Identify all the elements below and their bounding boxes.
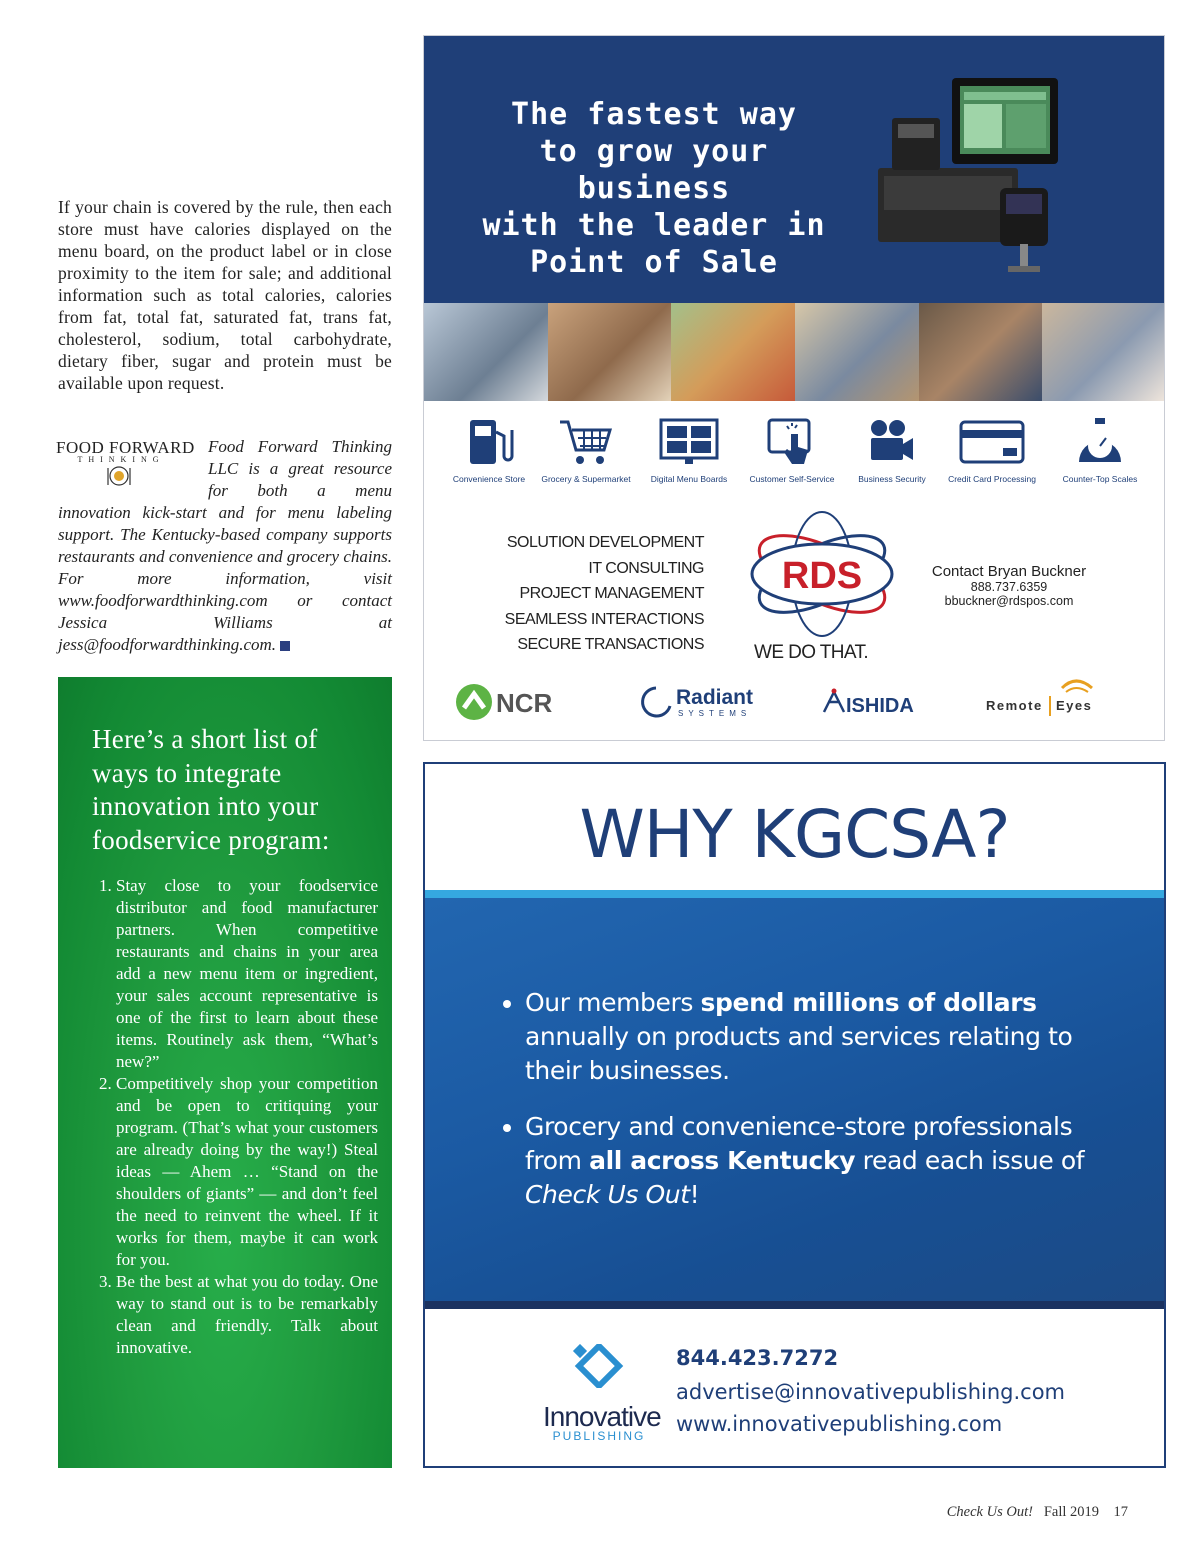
ishida-logo <box>822 686 942 718</box>
issue-label: Fall 2019 <box>1043 1504 1099 1520</box>
icon-label: Convenience Store <box>452 474 526 484</box>
icon-label: Customer Self-Service <box>749 474 835 484</box>
publisher-website[interactable]: www.innovativepublishing.com <box>676 1412 1003 1436</box>
headline-line: with the leader in <box>482 208 826 243</box>
menu-board-icon <box>659 416 719 468</box>
benefit-item <box>525 1110 1115 1212</box>
radiant-logo <box>636 682 776 722</box>
contact-email: bbuckner@rdspos.com <box>944 594 1074 608</box>
service-item: SOLUTION DEVELOPMENT <box>506 534 704 551</box>
calorie-rule-paragraph: If your chain is covered by the rule, then each store must have calories displayed on the menu board, on the product label or in close proximity to the item for sale; and additional information such as total calories, calories from fat, total fat, saturated fat, trans fat, cholesterol, sodium, total carbohydrate, dietary fiber, sugar and protein must be available upon request. <box>58 197 392 393</box>
headline-line: The fastest way <box>511 97 797 132</box>
ishida-text: ISHIDA <box>846 695 914 717</box>
text-span: Grocery and convenience-store professionals from <box>525 1112 1073 1175</box>
innovation-sidebar <box>58 677 392 1468</box>
text-span: annually on products and services relating to their businesses. <box>525 1022 1073 1085</box>
radiant-sub: SYSTEMS <box>678 709 752 718</box>
service-item: IT CONSULTING <box>588 559 704 577</box>
remote-text: Remote <box>986 698 1043 713</box>
photo-tile <box>1042 303 1165 401</box>
kgcsa-benefits <box>425 898 1164 1301</box>
list-item: 1. Stay close to your foodservice distributor and food manufacturer partners. When competitive restaurants and chains in your area add a new menu item or ingredient, your sales account representative is one of the first to learn about these items. Routinely ask them, “What’s new?” <box>116 875 378 1073</box>
kgcsa-title: WHY KGCSA? <box>579 796 1010 873</box>
page-number: 17 <box>1113 1504 1128 1520</box>
page-footer <box>0 1504 1128 1521</box>
people-photo-strip <box>424 303 1165 401</box>
pos-terminal-icon <box>872 78 1072 278</box>
pos-headline-banner <box>424 36 1165 303</box>
icon-label: Counter-Top Scales <box>1062 474 1138 484</box>
resource-text: Food Forward Thinking LLC is a great resource for both a menu innovation kick-start and for menu labeling support. The Kentucky-based company supports restaurants and convenience and grocery chains. For more information, visit www.foodforwardthinking.com or contact Jessica Williams at jess@foodforwardthinking.com. <box>58 437 392 654</box>
rds-contact <box>914 563 1104 608</box>
touch-screen-icon <box>767 416 817 468</box>
publisher-email[interactable]: advertise@innovativepublishing.com <box>676 1380 1066 1404</box>
partner-logos <box>424 666 1165 736</box>
diamond-logo-icon <box>571 1344 627 1388</box>
publisher-word: Innovative <box>543 1401 661 1432</box>
scale-icon <box>1075 416 1125 468</box>
service-item: PROJECT MANAGEMENT <box>519 585 704 602</box>
photo-tile <box>919 303 1043 401</box>
ncr-text: NCR <box>496 688 553 718</box>
icon-item <box>1048 416 1152 484</box>
text-span: Our members <box>525 988 701 1017</box>
dark-band <box>425 1301 1164 1309</box>
publisher-sub: PUBLISHING <box>552 1429 646 1443</box>
radiant-text: Radiant <box>676 686 754 709</box>
icon-label: Grocery & Supermarket <box>541 474 631 484</box>
sidebar-heading: Here’s a short list of ways to integrate innovation into your foodservice program: <box>92 724 330 855</box>
service-list <box>484 530 704 658</box>
text-span: Check Us Out <box>525 1180 690 1209</box>
kgcsa-ad <box>423 762 1166 1468</box>
text-span: all across Kentucky <box>589 1146 856 1175</box>
photo-tile <box>671 303 795 401</box>
rds-brand: RDS <box>781 555 863 597</box>
text-span: spend millions of dollars <box>700 988 1037 1017</box>
shopping-cart-icon <box>558 416 614 468</box>
logo-sub: THINKING <box>77 455 165 464</box>
icon-label: Credit Card Processing <box>948 474 1036 484</box>
icon-item <box>534 416 638 484</box>
innovative-publishing-logo <box>543 1344 661 1443</box>
accent-band <box>425 890 1164 898</box>
photo-tile <box>548 303 672 401</box>
rds-pos-ad <box>423 35 1165 741</box>
video-camera-icon <box>867 416 917 468</box>
photo-tile <box>424 303 548 401</box>
pos-headline <box>454 96 854 281</box>
contact-phone: 888.737.6359 <box>970 580 1048 594</box>
icon-item <box>637 416 741 484</box>
service-item: SEAMLESS INTERACTIONS <box>504 610 704 628</box>
service-icons <box>424 416 1165 506</box>
icon-item <box>840 416 944 484</box>
service-item: SECURE TRANSACTIONS <box>517 636 704 653</box>
eyes-text: Eyes <box>1056 698 1093 713</box>
publisher-phone: 844.423.7272 <box>676 1346 839 1370</box>
publication-name: Check Us Out! <box>946 1504 1033 1520</box>
innovation-list <box>92 875 378 1359</box>
contact-name: Contact Bryan Buckner <box>931 563 1087 580</box>
icon-label: Business Security <box>858 474 926 484</box>
icon-label: Digital Menu Boards <box>650 474 728 484</box>
list-item: 3. Be the best at what you do today. One way to stand out is to be remarkably clean and friendly. Talk about innovative. <box>116 1271 378 1359</box>
ncr-logo <box>454 682 574 722</box>
plate-icon <box>106 464 132 488</box>
list-item: 2. Competitively shop your competition and be open to critiquing your program. (That’s what your customers are already doing by the way!) Steal ideas — Ahem … “Stand on the shoulders of giants” — and don’t feel the need to reinvent the wheel. If it works for them, maybe it can work for you. <box>116 1073 378 1271</box>
benefit-item <box>525 986 1115 1088</box>
rds-logo <box>750 510 894 638</box>
photo-tile <box>795 303 919 401</box>
icon-item <box>740 416 844 484</box>
icon-item <box>940 416 1044 484</box>
remote-eyes-logo <box>984 674 1104 724</box>
credit-card-icon <box>959 416 1025 468</box>
publisher-contact <box>676 1346 1065 1440</box>
food-forward-logo <box>56 438 195 492</box>
text-span: read each issue of <box>855 1146 1085 1175</box>
end-mark-icon <box>280 641 290 651</box>
text-span: ! <box>689 1180 700 1209</box>
headline-line: to grow your business <box>539 134 769 206</box>
fuel-pump-icon <box>464 416 514 468</box>
icon-item <box>437 416 541 484</box>
headline-line: Point of Sale <box>530 245 778 280</box>
rds-tagline: WE DO THAT. <box>754 642 869 663</box>
logo-name: FOOD FORWARD <box>56 438 195 457</box>
